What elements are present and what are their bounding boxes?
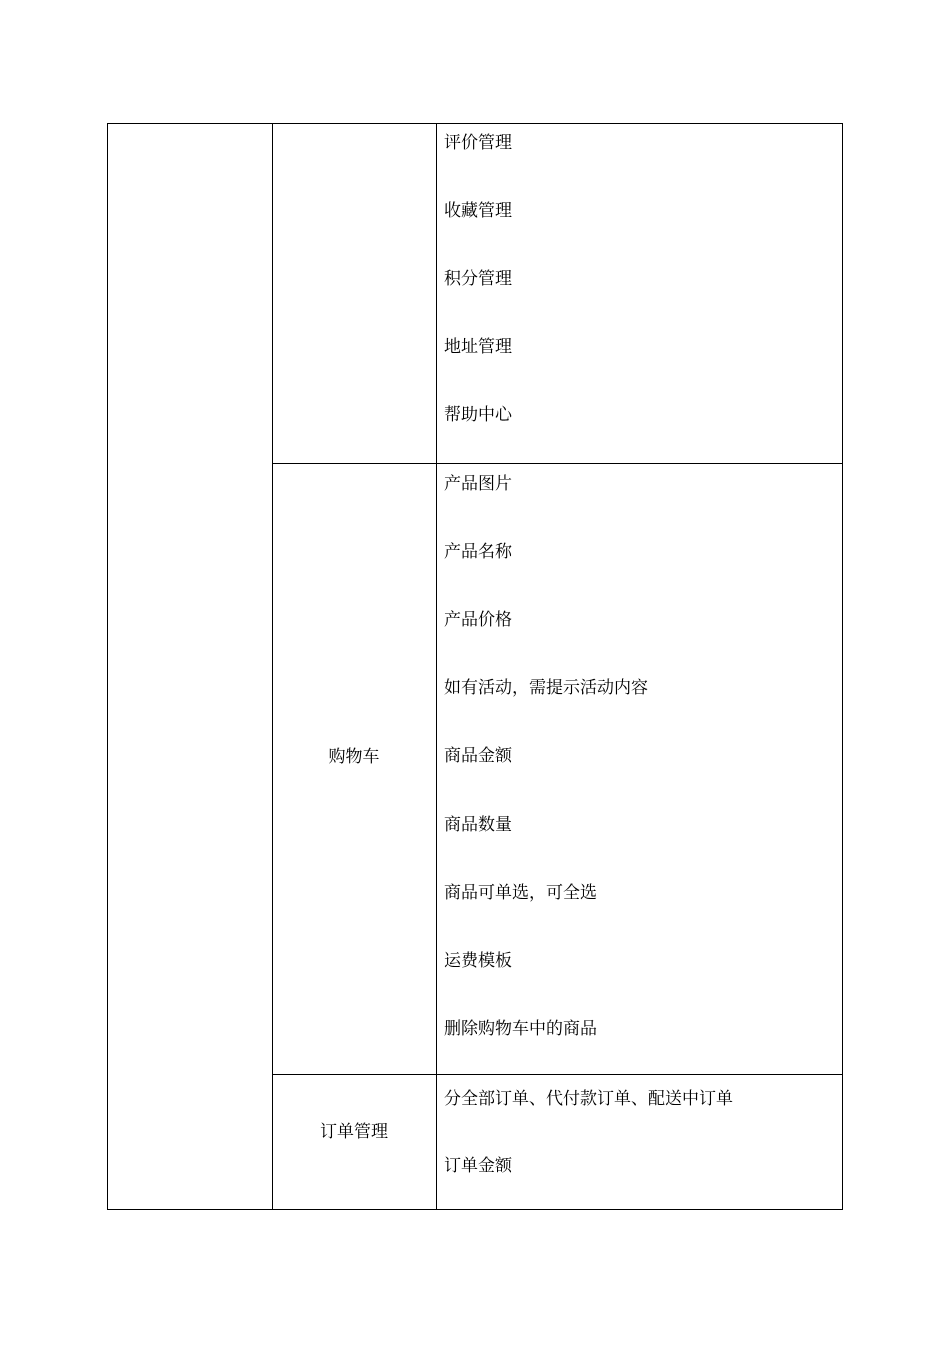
category-cell-cart: 购物车: [328, 747, 380, 767]
list-item: 删除购物车中的商品: [444, 1019, 597, 1039]
column-divider-2: [436, 124, 437, 1209]
list-item: 产品图片: [444, 474, 512, 494]
list-item: 评价管理: [444, 133, 512, 153]
list-item: 帮助中心: [444, 405, 512, 425]
list-item: 产品名称: [444, 542, 512, 562]
list-item: 积分管理: [444, 269, 512, 289]
list-item: 运费模板: [444, 951, 512, 971]
list-item: 产品价格: [444, 610, 512, 630]
list-item: 如有活动，需提示活动内容: [444, 678, 648, 698]
column-divider-1: [272, 124, 273, 1209]
list-item: 商品可单选，可全选: [444, 883, 597, 903]
row-divider-2: [272, 1074, 842, 1075]
list-item: 订单金额: [444, 1156, 512, 1176]
list-item: 地址管理: [444, 337, 512, 357]
list-item: 商品数量: [444, 815, 512, 835]
feature-table: [107, 123, 843, 1210]
list-item: 分全部订单、代付款订单、配送中订单: [444, 1089, 733, 1109]
category-cell-orders: 订单管理: [320, 1122, 388, 1142]
list-item: 商品金额: [444, 746, 512, 766]
row-divider-1: [272, 463, 842, 464]
list-item: 收藏管理: [444, 201, 512, 221]
